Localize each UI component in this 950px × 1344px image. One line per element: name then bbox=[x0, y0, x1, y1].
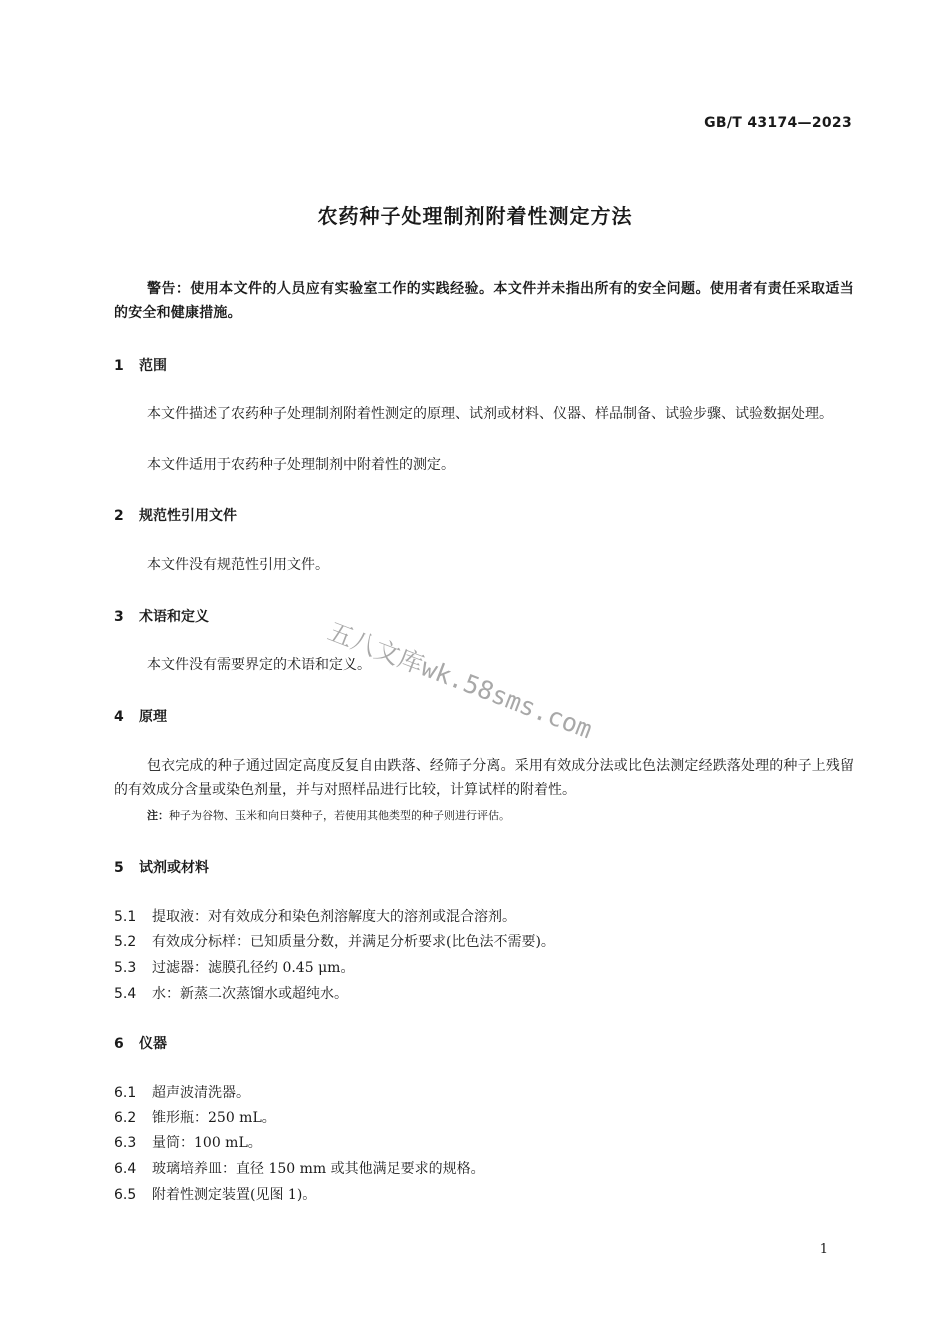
list-item bbox=[114, 983, 854, 1003]
list-item bbox=[114, 1132, 854, 1152]
section-number: 6 bbox=[114, 1036, 124, 1052]
section-title: 原理 bbox=[139, 709, 167, 725]
item-text: 有效成分标样：已知质量分数，并满足分析要求(比色法不需要)。 bbox=[152, 934, 555, 950]
item-number: 6.3 bbox=[114, 1135, 137, 1151]
item-number: 6.1 bbox=[114, 1085, 137, 1101]
item-text: 附着性测定装置(见图 1)。 bbox=[152, 1187, 317, 1203]
document-title: 农药种子处理制剂附着性测定方法 bbox=[317, 204, 633, 228]
section-number: 1 bbox=[114, 358, 124, 374]
section-title: 术语和定义 bbox=[139, 609, 209, 625]
section-title: 仪器 bbox=[139, 1036, 167, 1052]
item-text: 量筒：100 mL。 bbox=[152, 1135, 262, 1151]
item-number: 6.2 bbox=[114, 1110, 137, 1126]
section-3-heading bbox=[114, 606, 209, 626]
section-title: 范围 bbox=[139, 358, 167, 374]
item-text: 水：新蒸二次蒸馏水或超纯水。 bbox=[152, 986, 348, 1002]
item-text: 玻璃培养皿：直径 150 mm 或其他满足要求的规格。 bbox=[152, 1161, 485, 1177]
item-text: 提取液：对有效成分和染色剂溶解度大的溶剂或混合溶剂。 bbox=[152, 909, 516, 925]
item-number: 5.1 bbox=[114, 909, 137, 925]
section-5-heading bbox=[114, 857, 209, 877]
watermark: 五八文库wk.58sms.com bbox=[323, 616, 597, 745]
section-title: 规范性引用文件 bbox=[139, 508, 237, 524]
section-1-paragraph: 本文件适用于农药种子处理制剂中附着性的测定。 bbox=[147, 457, 455, 473]
page-number: 1 bbox=[819, 1242, 828, 1257]
section-2-paragraph: 本文件没有规范性引用文件。 bbox=[147, 557, 329, 573]
section-4-paragraph: 包衣完成的种子通过固定高度反复自由跌落、经筛子分离。采用有效成分法或比色法测定经跌落处理的种子上残留的有效成分含量或染色剂量，并与对照样品进行比较，计算试样的附着性。 bbox=[114, 758, 854, 798]
item-number: 5.3 bbox=[114, 960, 137, 976]
warning-paragraph: 警告：使用本文件的人员应有实验室工作的实践经验。本文件并未指出所有的安全问题。使用者有责任采取适当的安全和健康措施。 bbox=[114, 281, 854, 321]
section-3-paragraph: 本文件没有需要界定的术语和定义。 bbox=[147, 657, 371, 673]
list-item bbox=[114, 1082, 854, 1102]
list-item bbox=[114, 1184, 854, 1204]
list-item bbox=[114, 906, 854, 926]
item-number: 6.5 bbox=[114, 1187, 137, 1203]
section-1-heading bbox=[114, 355, 167, 375]
item-text: 过滤器：滤膜孔径约 0.45 μm。 bbox=[152, 960, 355, 976]
list-item bbox=[114, 1158, 854, 1178]
list-item bbox=[114, 931, 854, 951]
section-4-heading bbox=[114, 706, 167, 726]
section-4-note bbox=[147, 808, 847, 824]
section-number: 5 bbox=[114, 860, 124, 876]
item-text: 超声波清洗器。 bbox=[152, 1085, 250, 1101]
item-text: 锥形瓶：250 mL。 bbox=[152, 1110, 276, 1126]
item-number: 6.4 bbox=[114, 1161, 137, 1177]
note-text: 种子为谷物、玉米和向日葵种子，若使用其他类型的种子则进行评估。 bbox=[169, 809, 510, 822]
item-number: 5.4 bbox=[114, 986, 137, 1002]
section-6-heading bbox=[114, 1033, 167, 1053]
section-2-heading bbox=[114, 505, 237, 525]
section-number: 3 bbox=[114, 609, 124, 625]
section-number: 2 bbox=[114, 508, 124, 524]
section-title: 试剂或材料 bbox=[139, 860, 209, 876]
section-number: 4 bbox=[114, 709, 124, 725]
list-item bbox=[114, 957, 854, 977]
list-item bbox=[114, 1107, 854, 1127]
standard-code: GB/T 43174—2023 bbox=[704, 115, 852, 131]
note-label: 注： bbox=[147, 809, 169, 822]
item-number: 5.2 bbox=[114, 934, 137, 950]
section-1-paragraph: 本文件描述了农药种子处理制剂附着性测定的原理、试剂或材料、仪器、样品制备、试验步骤、试验数据处理。 bbox=[147, 406, 833, 422]
